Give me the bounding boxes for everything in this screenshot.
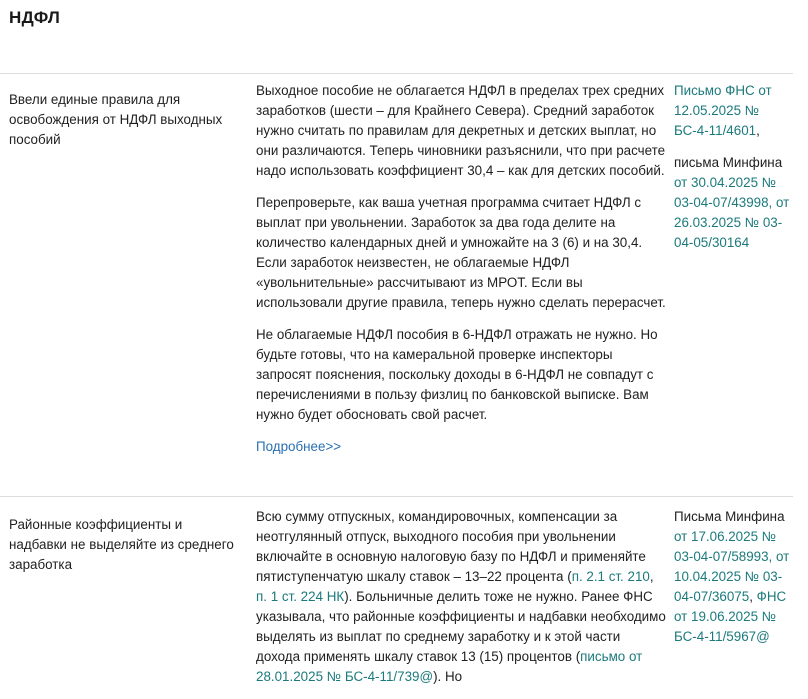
row-1-source-2: письма Минфина от 30.04.2025 № 03-04-07/43998, от 26.03.2025 № 03-04-05/30164: [674, 155, 790, 250]
row-1-paragraph-1: Выходное пособие не облагается НДФЛ в пределах трех средних заработков (шести – для Крайнего Севера). Средний заработок нужно считать по правилам для декретных и детских выплат, но они различаются. Теперь чиновники разъяснили, что при расчете надо использовать коэффициент 30,4 – как для детских пособий.: [256, 83, 666, 178]
row-1-source-1: Письмо ФНС от 12.05.2025 № БС-4-11/4601,: [674, 83, 772, 138]
fns-letter-739-link[interactable]: письмо от 28.01.2025 № БС-4-11/739@: [256, 649, 643, 684]
row-1-description: [256, 81, 666, 457]
tax-code-article-210-link[interactable]: п. 2.1 ст. 210: [571, 569, 650, 584]
row-2-sources: Письма Минфина от 17.06.2025 № 03-04-07/58993, от 10.04.2025 № 03-04-07/36075, ФНС от 19.06.2025 № БС-4-11/5967@: [674, 509, 790, 644]
more-details-link[interactable]: Подробнее>>: [256, 439, 342, 454]
tax-code-article-224-link[interactable]: п. 1 ст. 224 НК: [256, 589, 345, 604]
row-2-description: Всю сумму отпускных, командировочных, компенсации за неотгулянный отпуск, выходного пособия при увольнении включайте в основную налоговую базу по НДФЛ и применяйте пятиступенчатую шкалу ставок – 13–22 процента (п. 2.1 ст. 210, п. 1 ст. 224 НК). Больничные делить тоже не нужно. Ранее ФНС указывала, что районные коэффициенты и надбавки необходимо выделять из выплат по среднему заработку и к этой части дохода применять шкалу ставок 13 (15) процентов (письмо от 28.01.2025 № БС-4-11/739@). Но: [256, 509, 666, 684]
row-2-topic: Районные коэффициенты и надбавки не выделяйте из среднего заработка: [9, 517, 234, 572]
minfin-letters-link-2[interactable]: от 17.06.2025 № 03-04-07/58993, от 10.04.2025 № 03-04-07/36075: [674, 529, 790, 604]
minfin-letters-link[interactable]: от 30.04.2025 № 03-04-07/43998, от 26.03.2025 № 03-04-05/30164: [674, 175, 790, 250]
row-1-paragraph-3: Не облагаемые НДФЛ пособия в 6-НДФЛ отражать не нужно. Но будьте готовы, что на камеральной проверке инспекторы запросят пояснения, поскольку доходы в 6-НДФЛ не совпадут с перечислениями в пользу физлиц по банковской выписке. Вам нужно будет обосновать свой расчет.: [256, 327, 658, 422]
page-title: НДФЛ: [9, 8, 61, 27]
row-divider-middle: [0, 496, 793, 497]
fns-letter-link[interactable]: Письмо ФНС от 12.05.2025 № БС-4-11/4601: [674, 83, 772, 138]
row-1-sources: [674, 81, 792, 265]
fns-letter-5967-link[interactable]: ФНС от 19.06.2025 № БС-4-11/5967@: [674, 589, 787, 644]
row-divider-top: [0, 73, 793, 74]
row-1-paragraph-2: Перепроверьте, как ваша учетная программа считает НДФЛ с выплат при увольнении. Заработок за два года делите на количество календарных дней и умножайте на 3 (6) и на 30,4. Если заработок неизвестен, не облагаемые НДФЛ «увольнительные» рассчитывают из МРОТ. Если вы использовали другие правила, теперь нужно сделать перерасчет.: [256, 195, 666, 310]
row-1-topic: Ввели единые правила для освобождения от НДФЛ выходных пособий: [9, 92, 223, 147]
